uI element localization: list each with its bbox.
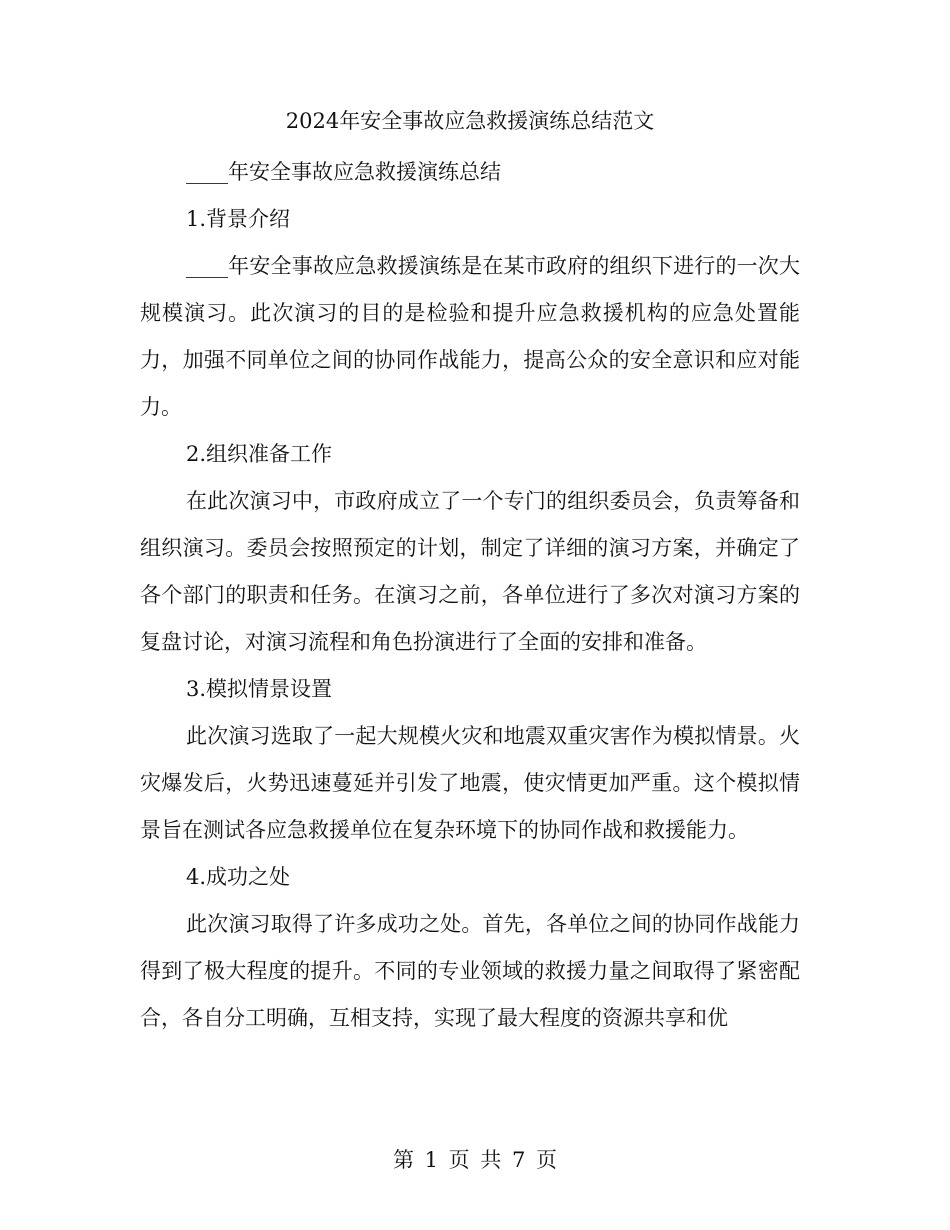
section-paragraph-background: ____年安全事故应急救援演练是在某市政府的组织下进行的一次大规模演习。此次演习的目的是检验和提升应急救援机构的应急处置能力，加强不同单位之间的协同作战能力，提高公众的安全意识和应对能力。 (140, 254, 800, 419)
section-heading-success: 4.成功之处 (186, 865, 291, 889)
section-paragraph-preparation: 在此次演习中，市政府成立了一个专门的组织委员会，负责筹备和组织演习。委员会按照预定的计划，制定了详细的演习方案，并确定了各个部门的职责和任务。在演习之前，各单位进行了多次对演习方案的复盘讨论，对演习流程和角色扮演进行了全面的安排和准备。 (140, 489, 800, 654)
document-body (140, 102, 800, 1042)
section-paragraph-scenario: 此次演习选取了一起大规模火灾和地震双重灾害作为模拟情景。火灾爆发后，火势迅速蔓延并引发了地震，使灾情更加严重。这个模拟情景旨在测试各应急救援单位在复杂环境下的协同作战和救援能力。 (140, 724, 800, 842)
section-heading-preparation: 2.组织准备工作 (186, 442, 333, 466)
page-number-footer: 第 1 页 共 7 页 (392, 1148, 558, 1172)
document-subtitle: ____年安全事故应急救援演练总结 (186, 160, 501, 184)
section-heading-background: 1.背景介绍 (186, 207, 291, 231)
section-paragraph-success: 此次演习取得了许多成功之处。首先，各单位之间的协同作战能力得到了极大程度的提升。不同的专业领域的救援力量之间取得了紧密配合，各自分工明确，互相支持，实现了最大程度的资源共享和优 (140, 912, 800, 1030)
section-heading-scenario: 3.模拟情景设置 (186, 677, 333, 701)
document-title: 2024年安全事故应急救援演练总结范文 (285, 109, 655, 133)
